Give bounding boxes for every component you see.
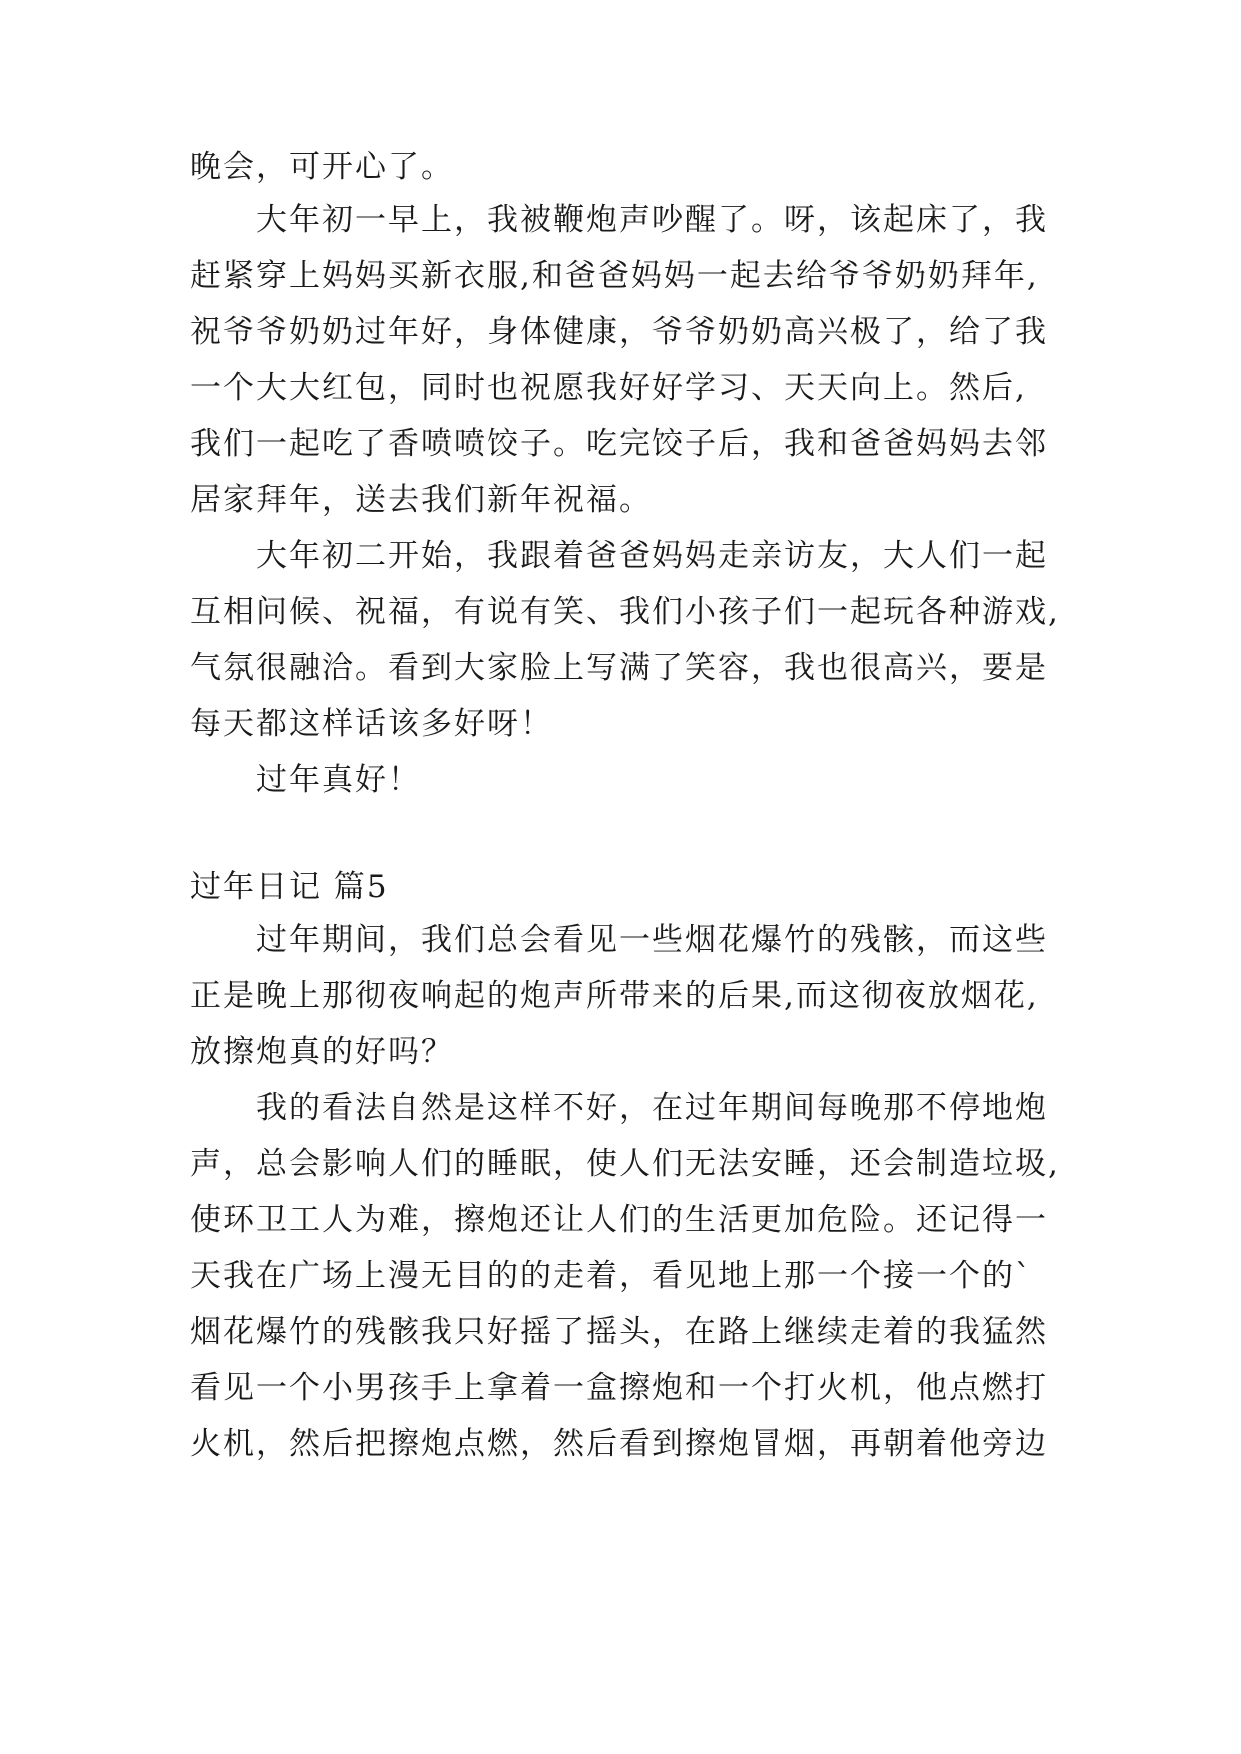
paragraph-line: 使环卫工人为难，擦炮还让人们的生活更加危险。还记得一: [190, 1202, 1048, 1238]
paragraph-line: 烟花爆竹的残骸我只好摇了摇头，在路上继续走着的我猛然: [190, 1314, 1048, 1350]
paragraph-line: 火机，然后把擦炮点燃，然后看到擦炮冒烟，再朝着他旁边: [190, 1426, 1048, 1462]
paragraph-line: 我们一起吃了香喷喷饺子。吃完饺子后，我和爸爸妈妈去邻: [190, 426, 1048, 462]
paragraph-line: 一个大大红包，同时也祝愿我好好学习、天天向上。然后,: [190, 370, 1027, 406]
paragraph-line: 大年初一早上，我被鞭炮声吵醒了。呀，该起床了，我: [256, 202, 1048, 238]
paragraph-line: 看见一个小男孩手上拿着一盒擦炮和一个打火机，他点燃打: [190, 1370, 1048, 1406]
paragraph-line: 赶紧穿上妈妈买新衣服,和爸爸妈妈一起去给爷爷奶奶拜年,: [190, 258, 1039, 294]
paragraph-line: 过年真好！: [256, 762, 421, 798]
paragraph-line: 正是晚上那彻夜响起的炮声所带来的后果,而这彻夜放烟花,: [190, 978, 1039, 1014]
paragraph-line: 我的看法自然是这样不好，在过年期间每晚那不停地炮: [256, 1090, 1048, 1126]
paragraph-line: 放擦炮真的好吗？: [190, 1034, 454, 1070]
section-heading: 过年日记 篇5: [190, 869, 389, 905]
paragraph-line: 气氛很融洽。看到大家脸上写满了笑容，我也很高兴，要是: [190, 650, 1048, 686]
paragraph-line: 大年初二开始，我跟着爸爸妈妈走亲访友，大人们一起: [256, 538, 1048, 574]
paragraph-line: 天我在广场上漫无目的的走着，看见地上那一个接一个的`: [190, 1258, 1033, 1294]
paragraph-line: 居家拜年，送去我们新年祝福。: [190, 482, 652, 518]
paragraph-line: 祝爷爷奶奶过年好，身体健康，爷爷奶奶高兴极了，给了我: [190, 314, 1048, 350]
paragraph-line: 过年期间，我们总会看见一些烟花爆竹的残骸，而这些: [256, 922, 1048, 958]
paragraph-line: 声，总会影响人们的睡眠，使人们无法安睡，还会制造垃圾,: [190, 1146, 1060, 1182]
paragraph-line: 每天都这样话该多好呀！: [190, 706, 553, 742]
paragraph-line: 互相问候、祝福，有说有笑、我们小孩子们一起玩各种游戏,: [190, 594, 1060, 630]
paragraph-line: 晚会，可开心了。: [190, 149, 454, 185]
